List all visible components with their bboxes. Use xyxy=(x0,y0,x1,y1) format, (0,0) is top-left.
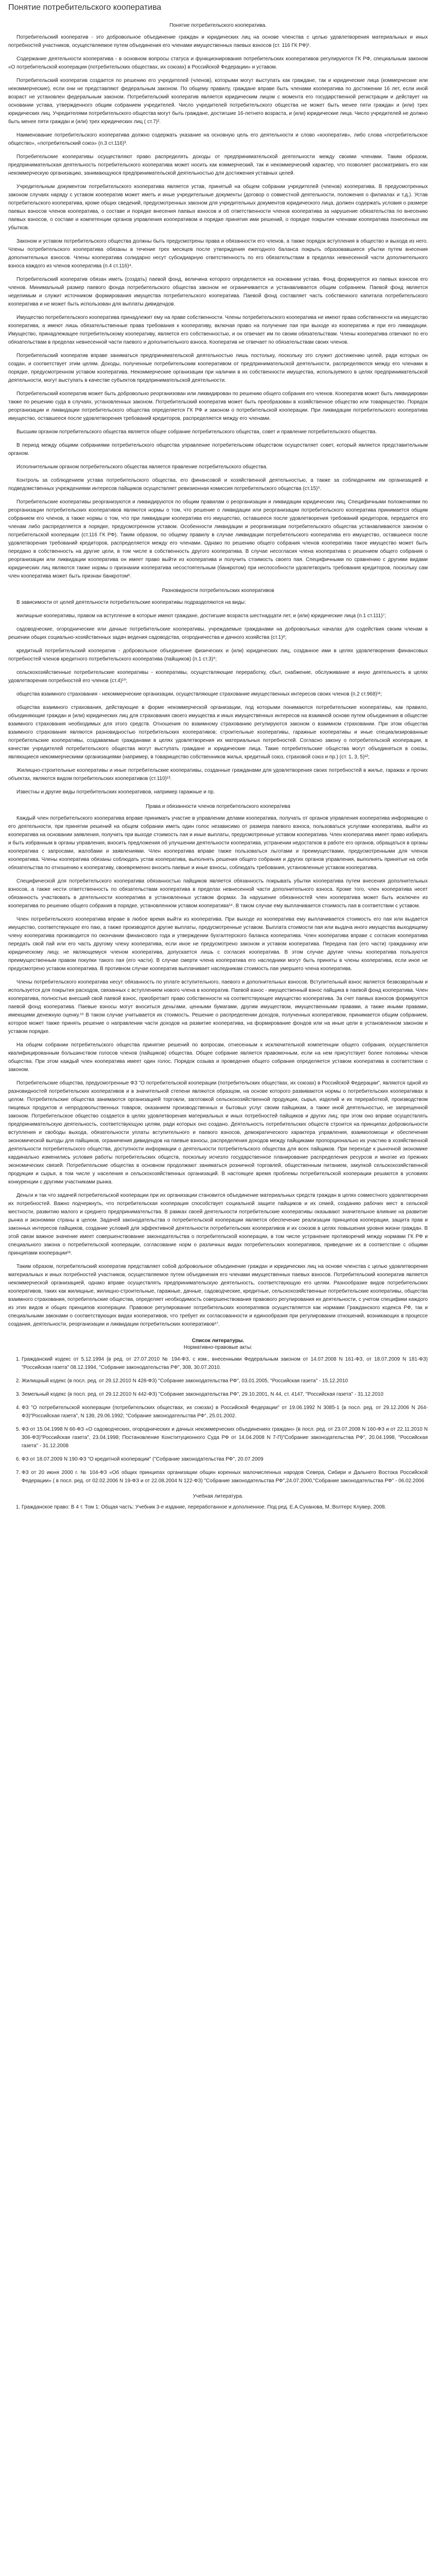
references-list xyxy=(8,1355,428,1485)
paragraph: В зависимости от целей деятельности потребительские кооперативы подразделяются на виды: xyxy=(16,600,246,605)
paragraph: В период между общими собраниями потребительского общества управление потребительским обществом осуществляет совет, который является представительным органом. xyxy=(8,443,428,456)
paragraph: общества взаимного страхования - некоммерческие организации, осуществляющие страхование имущественных интересов своих членов (п.2 ст.968)¹¹; xyxy=(16,691,382,697)
varieties-section xyxy=(8,599,428,796)
paragraph: Жилищно-строительные кооперативы и иные потребительские кооперативы, созданные гражданами для удовлетворения своих потребностей в жилье, гаражах и прочих объектах, являются видом потребительских кооперативов (ст.110)¹³. xyxy=(8,768,428,782)
paragraph: Потребительский кооператив обязан иметь (создать) паевой фонд, величина которого определяется на основании устава. Фонд формируется из паевых взносов его членов. Минимальный размер паевого фонда потребительского общества законом не ограничивается и устанавливается общим собранием. Паевой фонд является неделимым и служит источником формирования имущества потребительского кооператива. Паевой фонд составляет часть собственного капитала потребительского кооператива и не может быть использован для выплаты дивидендов. xyxy=(8,277,428,307)
document-heading: Понятие потребительского кооператива. xyxy=(169,23,267,28)
section-heading: Разновидности потребительских кооперативов xyxy=(162,588,274,594)
paragraph: Потребительские кооперативы осуществляют право распределять доходы от предпринимательской деятельности между своими членами. Таким образом, предпринимательская деятельность потребительского кооператива может носить как коммерческий, так и некоммерческий характер, что позволяет рассматривать его как некоммерческую организацию, занимающуюся предпринимательской деятельностью для достижения уставных целей. xyxy=(8,154,428,176)
paragraph: садоводческие, огороднические или дачные потребительские кооперативы, учреждаемые гражданами на добровольных началах для содействия своим членам в решении общих социально-хозяйственных задач ведения садоводства, огородничества и дачного хозяйства (ст.1)⁸; xyxy=(8,626,428,640)
paragraph: Законом и уставом потребительского общества должны быть предусмотрены права и обязанности его членов, а также порядок вступления в общество и выхода из него. Члены потребительского кооператива обязаны в течение трех месяцев после утверждения ежегодного баланса покрыть образовавшиеся убытки путем внесения дополнительных взносов. Члены кооператива солидарно несут субсидиарную ответственность по его обязательствам в пределах невнесенной части дополнительного взноса каждого из членов кооператива (п.4 ст.116)⁴. xyxy=(8,239,428,269)
paragraph: кредитный потребительский кооператив - добровольное объединение физических и (или) юридических лиц, созданное ими в целях удовлетворения финансовых потребностей членов кредитного потребительского кооператива (пайщиков) (п.1 ст.3)⁹; xyxy=(8,648,428,662)
reference-item: 5. ФЗ от 15.04.1998 N 66-ФЗ «О садоводческих, огороднических и дачных некоммерческих объединениях граждан» (в посл. ред. от 23.07.2008 N 160-ФЗ и от 22.11.2010 N 306-ФЗ)"Российская газета", 23.04.1998; Постановление Конституционного Суда РФ от 14.04.2008 N 7-П)"Собрание законодательства РФ", 20.04.1998, "Российская газета" - 31.12.2008 xyxy=(22,1426,428,1450)
paragraph: Контроль за соблюдением устава потребительского общества, его финансовой и хозяйственной деятельностью, а также за соблюдением им организацией и подведомственных учреждениями интересов пайщиков осуществляет ревизионная комиссия потребительского общества (ст.15)⁵. xyxy=(8,478,428,492)
intro-section xyxy=(8,33,428,581)
references-title: Список литературы. xyxy=(191,1338,245,1344)
paragraph: Потребительский кооператив вправе заниматься предпринимательской деятельностью лишь постольку, поскольку это служит достижению целей, ради которых он создан, и соответствует этим целям. Доходы, полученные потребительским кооперативом от предпринимательской деятельности, распределяются между его членами в порядке, предусмотренном уставом кооператива. Некоммерческие организации при наличии в их собственности имущества, используемого в целях предпринимательской деятельности, могут выступать в качестве субъектов предпринимательской деятельности. xyxy=(8,353,428,383)
reference-item: 7. ФЗ от 20 июня 2000 г. № 104-ФЗ «Об общих принципах организации общин коренных малочисленных народов Севера, Сибири и Дальнего Востока Российской Федерации» ( в посл. ред. от 02.02.2006 N 19-ФЗ и от 22.08.2004 N 122-ФЗ) "Собрание законодательства РФ",24.07.2000,"Собрание законодательства РФ" - 06.02.2006 xyxy=(22,1469,428,1485)
educational-literature-list xyxy=(8,1503,428,1512)
reference-item: 2. Жилищный кодекс (в посл. ред. от 29.12.2010 N 428-ФЗ) "Собрание законодательства РФ", 03.01.2005, "Российская газета" - 15.12.2010 xyxy=(22,1377,428,1385)
paragraph: Каждый член потребительского кооператива вправе принимать участие в управлении делами кооператива, получать от органов управления кооператива информацию о его деятельности, при принятии решений на общем собрании иметь один голос независимо от размера паевого взноса, пользоваться услугами кооператива, выйти из кооператива на основании заявления, получить при выходе стоимость пая и иные выплаты, предусмотренные уставом кооператива. Член кооператива имеет право избирать и быть избранным в органы управления, вносить предложения об улучшении деятельности кооператива, устранении недостатков в работе его органов, обращаться в органы кооператива с запросами, жалобами и заявлениями. Член кооператива вправе также пользоваться льготами и преимуществами, предусмотренными для членов кооператива. Члены кооператива обязаны соблюдать устав кооператива, выполнять решения общего собрания и других органов управления, выполнять принятые на себя обязательства по отношению к кооперативу, своевременно вносить паевые и иные взносы, соблюдать требования, установленные уставом кооператива. xyxy=(8,816,428,871)
references-subtitle: Нормативно-правовые акты: xyxy=(183,1345,253,1350)
paragraph: Известны и другие виды потребительских кооперативов, например гаражные и пр. xyxy=(16,789,215,795)
paragraph: Исполнительным органом потребительского общества является правление потребительского общества. xyxy=(16,464,268,470)
paragraph: общества взаимного страхования, действующие в форме некоммерческой организации, под которыми понимаются потребительские кооперативы, как правило, объединяющие граждан и (или) юридических лиц для страхования своего имущества и иных имущественных интересов на взаимной основе путем объединения в обществе взаимного страхования необходимых для этого средств. Отношения по взаимному страхованию регулируются законом о взаимном страховании. При этом общества взаимного страхования являются разновидностью потребительских кооперативов; строительные кооперативы, гаражные кооперативы и иные специализированные потребительские кооперативы, создаваемые гражданами в целях удовлетворения их материальных потребностей. Согласно закону о потребительской кооперации, в качестве учредителей потребительского общества могут выступать граждане и юридические лица. Такие потребительские общества могут объединяться в союзы, являющиеся некоммерческими организациями (например, в товарищество собственников жилья, кредитный союз, страховой союз и пр.) (ст. 1, 3, 5)¹²; xyxy=(8,705,428,760)
paragraph: Потребительские кооперативы реорганизуются и ликвидируются по общим правилам о реорганизации и ликвидации юридических лиц. Специфичными положениями по реорганизации потребительских кооперативов являются нормы о том, что решение о ликвидации или реорганизации потребительского кооператива принимается общим собранием его членов, а также нормы о том, что при ликвидации кооператива его имущество, оставшееся после удовлетворения требований кредиторов, передается его членам либо распределяется в порядке, предусмотренном уставом. Особенности ликвидации и реорганизации потребительского общества устанавливаются законом о потребительской кооперации (ст.116 ГК РФ). Таким образом, по общему правилу в случае ликвидации потребительского кооператива его имущество, оставшееся после удовлетворения требований кредиторов, распределяется между его членами. Однако по решению общего собрания членов кооператива такое имущество может быть передано в собственность на другие цели, в том числе в собственность другого кооператива. В случае несогласия члена кооператива с решением общего собрания о реорганизации или ликвидации кооператива он имеет право выйти из кооператива и получить стоимость своего пая. Специфичными по сравнению с другими видами юридических лиц являются также нормы о признании кооператива несостоятельным (банкротом) при неспособности удовлетворить требования кредиторов, поскольку сам член кооператива может быть признан банкротом⁶. xyxy=(8,499,428,579)
section-heading: Права и обязанности членов потребительского кооператива xyxy=(146,804,290,809)
paragraph: Потребительские общества, предусмотренные ФЗ "О потребительской кооперации (потребительских обществах, их союзах) в Российской Федерации", являются одной из разновидностей потребительских кооперативов и в значительной степени являются образцом, на основе которого развиваются нормы о потребительских кооперативах в целом. Потребительские общества занимаются организацией торговли, заготовкой сельскохозяйственной продукции, сырья, изделий и их переработкой, производством пищевых продуктов и непродовольственных товаров, оказанием производственных и бытовых услуг своим пайщикам, а также иной деятельностью, не запрещенной законом. Потребительское общество создается в целях удовлетворения материальных и иных потребностей пайщиков и других лиц; при этом оно вправе осуществлять предпринимательскую деятельность, соответствующую целям, ради которых оно создано. Деятельность потребительских обществ строится на принципах добровольности вступления и свободы выхода, обязательности уплаты вступительного и паевого взносов, демократического характера управления, взаимопомощи и обеспечения экономической выгоды для пайщиков, ограничения дивидендов на паевые взносы, распределения доходов между пайщиками пропорционально их участию в хозяйственной деятельности потребительского общества, доступности информации о деятельности потребительского общества для всех пайщиков. При переходе к рыночной экономике кардинально изменились условия работы потребительских обществ, поскольку исчезло государственное планирование распределения ресурсов и многие из прежних экономических связей. Потребительские общества в основном продолжают заниматься розничной торговлей, общественным питанием, закупкой сельскохозяйственной продукции и сырья, в том числе у населения и сельскохозяйственных организаций. В настоящее время проблемы потребительской кооперации решаются в условиях конкуренции с другими участниками рынка. xyxy=(8,1080,428,1185)
paragraph: жилищные кооперативы, правом на вступление в которые имеют граждане, достигшие возраста шестнадцати лет, и (или) юридические лица (п.1 ст.111)⁷; xyxy=(16,613,386,619)
paragraph: Члены потребительского кооператива несут обязанность по уплате вступительного, паевого и дополнительных взносов. Вступительный взнос является безвозвратным и используется для покрытия расходов, связанных с вступлением нового члена в кооператив. Паевой взнос - имущественный взнос пайщика в паевой фонд кооператива. Член кооператива, полностью внесший свой паевой взнос, приобретает право собственности на соответствующее имущество кооператива. За счет паевых взносов формируется паевой фонд кооператива. Паевые взносы могут вноситься деньгами, ценными бумагами, другим имуществом, имущественными правами, а также иными правами, имеющими денежную оценку.¹⁵ В таком случае учитывается их стоимость. Решение о распределении доходов, полученных кооперативом, принимается общим собранием, которое может также принять решение о направлении части доходов на развитие кооператива, на формирование фондов или на иные цели в установленном законом и уставом порядке. xyxy=(8,979,428,1035)
reference-item: 4. ФЗ "О потребительской кооперации (потребительских обществах, их союзах) в Российской Федерации" от 19.06.1992 N 3085-1 (в посл. ред. от 29.12.2006 N 264-ФЗ)"Российская газета", N 139, 29.06.1992; "Собрание законодательства РФ", 25.01.2002. xyxy=(22,1404,428,1420)
paragraph: Потребительский кооператив - это добровольное объединение граждан и юридических лиц на основе членства с целью удовлетворения материальных и иных потребностей участников, осуществляемое путем объединения его членами имущественных паевых взносов (ст. 116 ГК РФ)¹. xyxy=(8,35,428,48)
paragraph: Содержание деятельности кооператива - в основном вопросы статуса и функционирования потребительских кооперативов регулируются ГК РФ, специальным законом «О потребительской кооперации (потребительских обществах, их союзах) в Российской Федерации» и уставом. xyxy=(8,56,428,70)
consumer-society-section xyxy=(8,1079,428,1329)
paragraph: Деньги и так что задачей потребительской кооперации при их организации становится объединение материальных средств граждан в целях совместного удовлетворения их потребностей. Важно подчеркнуть, что потребительская кооперация способствует социальной защите пайщиков и их семей, созданию рабочих мест в сельской местности, развитию малого и среднего предпринимательства. В рамках своей деятельности потребительские кооперативы оказывают значительное влияние на развитие рынка и экономики страны в целом. Задачей законодательства о потребительской кооперации является обеспечение реализации принципов кооперации, защита прав и законных интересов пайщиков, создание условий для эффективной деятельности потребительских кооперативов и их союзов в целях повышения уровня жизни граждан. В этой связи важное значение имеет совершенствование законодательства о потребительской кооперации, в том числе устранение противоречий между нормами ГК РФ и специального закона о потребительской кооперации, согласование норм о различных видах потребительских кооперативов, приведение их в соответствие с общими принципами кооперации¹⁶. xyxy=(8,1193,428,1256)
paragraph: Имущество потребительского кооператива принадлежит ему на праве собственности. Члены потребительского кооператива не имеют права собственности на имущество кооператива, а имеют лишь обязательственные права требования к кооперативу, включая право на получение пая при выходе из кооператива и при его ликвидации. Имущество, принадлежащее потребительскому кооперативу, является его собственностью, и он отвечает им по своим обязательствам. Члены кооператива отвечают по его обязательствам в пределах невнесенной части паевого и дополнительного взноса. Кооператив не отвечает по обязательствам своих членов. xyxy=(8,315,428,345)
educational-literature-heading: Учебная литература. xyxy=(193,1494,243,1499)
reference-item: 6. ФЗ от 18.07.2009 N 190-ФЗ "О кредитной кооперации" ("Собрание законодательства РФ", 20.07.2009 xyxy=(22,1455,428,1464)
reference-item: 1. Гражданский кодекс от 5.12.1994 (в ред. от 27.07.2010 № 194-ФЗ, с изм., внесенными Федеральным законом от 14.07.2008 N 161-ФЗ, от 18.07.2009 N 181-ФЗ) "Российская газета" 08.12.1994, "Собрание законодательства РФ", 308, 30.07.2010. xyxy=(22,1355,428,1372)
paragraph: Потребительский кооператив может быть добровольно реорганизован или ликвидирован по решению общего собрания его членов. Кооператив может быть ликвидирован также по решению суда в случаях, установленных законом. Потребительский кооператив может быть преобразован в хозяйственное общество или товарищество. Порядок реорганизации и ликвидации потребительского общества определяется ГК РФ и законом о потребительской кооперации. При ликвидации потребительского кооператива имущество, оставшееся после удовлетворения требований кредиторов, распределяется между его членами. xyxy=(8,391,428,421)
page-title: Понятие потребительского кооператива xyxy=(8,3,162,12)
reference-item: 1. Гражданское право: В 4 т. Том 1: Общая часть: Учебник 3-е издание, переработанное и дополненное. Под ред. Е.А.Суханова, М.:Волтерс Клувер, 2008. xyxy=(22,1503,428,1512)
paragraph: Высшим органом потребительского общества является общее собрание потребительского общества, совет и правление потребительского общества. xyxy=(16,429,377,435)
paragraph: Учредительным документом потребительского кооператива является устав, принятый на общем собрании учредителей (членов) кооператива. В предусмотренных законом случаях наряду с уставом кооператив может иметь и иные учредительные документы (договор о совместной деятельности, положения о филиалах и т.д.). Устав потребительского кооператива, кроме общих сведений, предусмотренных законом для учредительных документов юридического лица, должен содержать условия о размере паевых взносов членов кооператива, о составе и порядке внесения паевых взносов и об ответственности членов кооператива за нарушение обязательства по внесению паевых взносов, о составе и компетенции органов управления кооперативом и порядке принятия ими решений, о порядке покрытия членами кооператива понесенных им убытков. xyxy=(8,184,428,231)
paragraph: Член потребительского кооператива вправе в любое время выйти из кооператива. При выходе из кооператива ему выплачивается стоимость его пая или выдается имущество, соответствующее его паю, а также производятся другие выплаты, предусмотренные уставом. Выплата стоимости пая или выдача иного имущества выходящему члену кооператива производится по окончании финансового года и утверждении бухгалтерского баланса кооператива. Член кооператива вправе с согласия кооператива передать свой пай или его часть другому члену кооператива, если иное не предусмотрено законом и уставом кооператива. Передача пая (его части) гражданину или юридическому лицу, не являющемуся членом кооператива, допускается лишь с согласия кооператива. В этом случае другие члены кооператива пользуются преимущественным правом покупки такого пая (его части). В случае смерти члена кооператива его наследники могут быть приняты в члены кооператива, если иное не предусмотрено уставом кооператива. В противном случае кооператив выплачивает наследникам стоимость пая умершего члена кооператива. xyxy=(8,917,428,972)
paragraph: На общем собрании потребительского общества принятие решений по вопросам, отнесенным к исключительной компетенции общего собрания, осуществляется квалифицированным большинством голосов членов (пайщиков) общества. Общее собрание является правомочным, если на нем присутствует более половины членов общества. При этом каждый член кооператива имеет один голос. Порядок созыва и проведения общего собрания определяется уставом кооператива в соответствии с законом. xyxy=(8,1042,428,1073)
paragraph: Специфической для потребительского кооператива обязанностью пайщиков является обязанность покрывать убытки кооператива путем внесения дополнительных взносов, а также нести ответственность по обязательствам кооператива в пределах невнесенной части дополнительного взноса. Кроме того, член кооператива несет обязанность участвовать в деятельности кооператива в установленных уставом формах. За нарушение обязанностей член кооператива может быть исключен из кооператива по решению общего собрания в порядке, установленном уставом кооператива¹⁴. В таком случае ему выплачивается стоимость пая в соответствии с уставом. xyxy=(8,878,428,909)
paragraph: сельскохозяйственные потребительские кооперативы - кооперативы, осуществляющие переработку, сбыт, снабжение, обслуживание и иную деятельность в целях удовлетворения потребностей его членов (ст.4)¹⁰; xyxy=(8,670,428,684)
paragraph: Потребительский кооператив создается по решению его учредителей (членов), которыми могут выступать как граждане, так и юридические лица (коммерческие или некоммерческие), если они не представляют федеральным законом. По общему правилу, граждане вправе быть членами кооператива по достижении 16 лет, если иной возраст не установлен федеральным законом. Потребительский кооператив является юридическим лицом с момента его государственной регистрации и действует на основании устава, утвержденного общим собранием учредителей. Число учредителей потребительского общества не может быть менее пяти граждан и (или) трех юридических лиц. Учредителями потребительского общества могут быть граждане, достигшие 16-летнего возраста, и (или) юридические лица. Число учредителей не должно быть менее пяти граждан и (или) трех юридических лиц ( ст.7)². xyxy=(8,78,428,125)
paragraph: Наименование потребительского кооператива должно содержать указание на основную цель его деятельности и слово «кооператив», либо слова «потребительское общество», «потребительский союз» (п.3 ст.116)³. xyxy=(8,132,428,146)
rights-section xyxy=(8,815,428,1074)
reference-item: 3. Земельный кодекс (в посл. ред. от 29.12.2010 N 442-ФЗ) "Собрание законодательства РФ", 29.10.2001, N 44, ст. 4147, "Российская газета" - 31.12.2010 xyxy=(22,1391,428,1399)
paragraph: Таким образом, потребительский кооператив представляет собой добровольное объединение граждан и юридических лиц на основе членства с целью удовлетворения материальных и иных потребностей участников, осуществляемое путем объединения его членами имущественных паевых взносов. Потребительский кооператив является некоммерческой организацией, однако вправе осуществлять предпринимательскую деятельность, соответствующую его целям. Разнообразие видов потребительских кооперативов, таких как жилищные, жилищно-строительные, гаражные, дачные, садоводческие, кредитные, сельскохозяйственные потребительские кооперативы, общества взаимного страхования, потребительские общества, определяет необходимость совершенствования правового регулирования их деятельности, с учетом специфики каждого из этих видов и общих принципов кооперации. Правовое регулирование потребительских кооперативов осуществляется как нормами Гражданского кодекса РФ, так и специальными законами о соответствующих видах кооперативов, что требует их согласованности и единообразия при регулировании отношений, возникающих в процессе создания, деятельности, реорганизации и ликвидации потребительских кооперативов¹⁷. xyxy=(8,1264,428,1327)
